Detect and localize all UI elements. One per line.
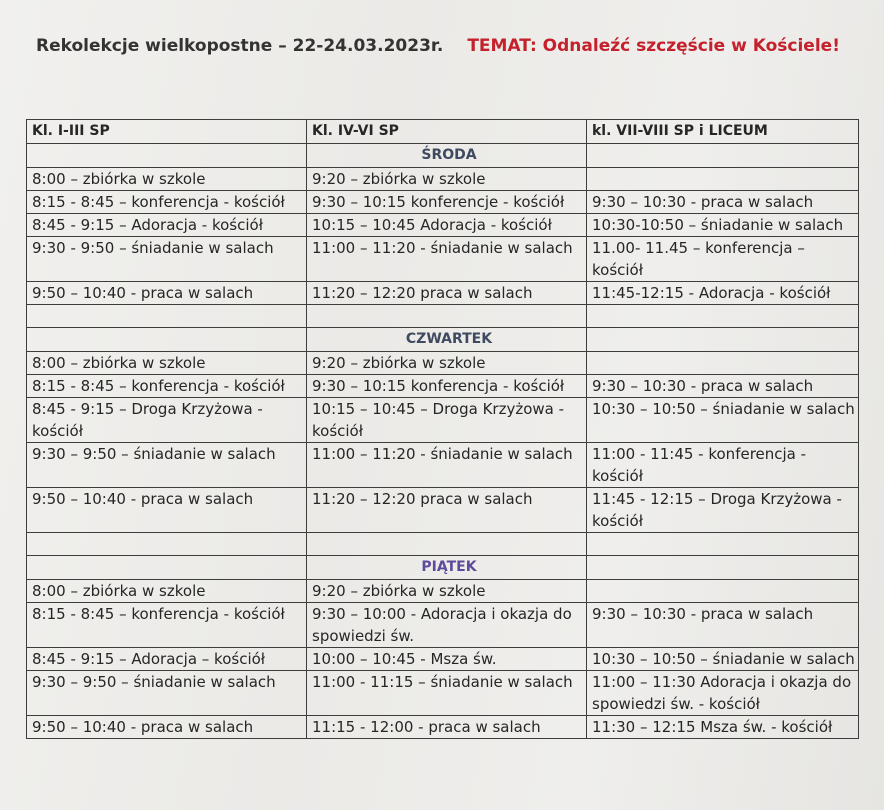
table-cell: 10:30 – 10:50 – śniadanie w salach	[587, 398, 859, 443]
table-cell: 11:00 - 11:15 – śniadanie w salach	[307, 671, 587, 716]
column-header-grades-7-8-and-lyceum: kl. VII-VIII SP i LICEUM	[587, 120, 859, 144]
table-cell: 8:00 – zbiórka w szkole	[27, 580, 307, 603]
page-heading	[36, 36, 840, 56]
table-cell: 11:20 – 12:20 praca w salach	[307, 282, 587, 305]
table-cell: 11:15 - 12:00 - praca w salach	[307, 716, 587, 739]
table-cell: 9:30 – 10:30 - praca w salach	[587, 603, 859, 648]
spacer-row	[27, 533, 859, 556]
table-row	[27, 648, 859, 671]
empty-cell	[587, 328, 859, 352]
table-row	[27, 168, 859, 191]
table-cell: 11:00 – 11:20 - śniadanie w salach	[307, 237, 587, 282]
table-cell: 9:30 – 10:15 konferencje - kościół	[307, 191, 587, 214]
table-cell: 8:45 - 9:15 – Droga Krzyżowa - kościół	[27, 398, 307, 443]
table-cell: 11:00 - 11:45 - konferencja - kościół	[587, 443, 859, 488]
table-cell: 8:45 - 9:15 – Adoracja - kościół	[27, 214, 307, 237]
table-cell: 9:30 – 10:00 - Adoracja i okazja do spowiedzi św.	[307, 603, 587, 648]
table-row	[27, 603, 859, 648]
column-header-row	[27, 120, 859, 144]
column-header-grades-1-3: Kl. I-III SP	[27, 120, 307, 144]
table-cell: 11:20 – 12:20 praca w salach	[307, 488, 587, 533]
table-cell	[587, 352, 859, 375]
table-cell: 9:50 – 10:40 - praca w salach	[27, 716, 307, 739]
table-row	[27, 282, 859, 305]
empty-cell	[587, 556, 859, 580]
table-cell: 9:30 – 9:50 – śniadanie w salach	[27, 443, 307, 488]
empty-cell	[587, 533, 859, 556]
table-row	[27, 214, 859, 237]
table-cell: 8:15 - 8:45 – konferencja - kościół	[27, 375, 307, 398]
table-cell: 11:00 – 11:20 - śniadanie w salach	[307, 443, 587, 488]
table-cell: 9:50 – 10:40 - praca w salach	[27, 282, 307, 305]
empty-cell	[27, 144, 307, 168]
table-row	[27, 237, 859, 282]
empty-cell	[27, 305, 307, 328]
empty-cell	[587, 144, 859, 168]
table-cell: 10:30-10:50 – śniadanie w salach	[587, 214, 859, 237]
table-cell: 10:15 – 10:45 Adoracja - kościół	[307, 214, 587, 237]
table-cell: 11:45 - 12:15 – Droga Krzyżowa - kościół	[587, 488, 859, 533]
table-cell: 9:30 – 10:30 - praca w salach	[587, 375, 859, 398]
empty-cell	[587, 305, 859, 328]
table-row	[27, 398, 859, 443]
day-row-friday	[27, 556, 859, 580]
table-row	[27, 580, 859, 603]
empty-cell	[27, 556, 307, 580]
table-row	[27, 443, 859, 488]
column-header-grades-4-6: Kl. IV-VI SP	[307, 120, 587, 144]
day-name-wednesday: ŚRODA	[307, 144, 587, 168]
table-cell: 8:15 - 8:45 – konferencja - kościół	[27, 191, 307, 214]
table-cell: 10:00 – 10:45 - Msza św.	[307, 648, 587, 671]
retreat-title: Rekolekcje wielkopostne – 22-24.03.2023r.	[36, 36, 444, 56]
empty-cell	[307, 305, 587, 328]
table-cell: 9:50 – 10:40 - praca w salach	[27, 488, 307, 533]
table-cell	[587, 168, 859, 191]
table-cell: 9:30 - 9:50 – śniadanie w salach	[27, 237, 307, 282]
table-cell: 8:15 - 8:45 – konferencja - kościół	[27, 603, 307, 648]
table-cell: 10:30 – 10:50 – śniadanie w salach	[587, 648, 859, 671]
empty-cell	[307, 533, 587, 556]
day-name-friday: PIĄTEK	[307, 556, 587, 580]
day-row-thursday	[27, 328, 859, 352]
table-row	[27, 352, 859, 375]
table-row	[27, 671, 859, 716]
empty-cell	[27, 533, 307, 556]
retreat-theme: TEMAT: Odnaleźć szczęście w Kościele!	[467, 36, 840, 56]
table-cell: 8:45 - 9:15 – Adoracja – kościół	[27, 648, 307, 671]
table-row	[27, 716, 859, 739]
table-cell: 9:30 – 9:50 – śniadanie w salach	[27, 671, 307, 716]
day-name-thursday: CZWARTEK	[307, 328, 587, 352]
empty-cell	[27, 328, 307, 352]
table-cell: 8:00 – zbiórka w szkole	[27, 352, 307, 375]
table-cell: 9:30 – 10:30 - praca w salach	[587, 191, 859, 214]
table-cell: 9:20 – zbiórka w szkole	[307, 580, 587, 603]
table-cell: 11:00 – 11:30 Adoracja i okazja do spowiedzi św. - kościół	[587, 671, 859, 716]
table-cell: 11:30 – 12:15 Msza św. - kościół	[587, 716, 859, 739]
table-cell: 8:00 – zbiórka w szkole	[27, 168, 307, 191]
table-cell: 9:30 – 10:15 konferencja - kościół	[307, 375, 587, 398]
table-cell: 11:45-12:15 - Adoracja - kościół	[587, 282, 859, 305]
table-cell	[587, 580, 859, 603]
table-cell: 10:15 – 10:45 – Droga Krzyżowa - kościół	[307, 398, 587, 443]
table-cell: 9:20 – zbiórka w szkole	[307, 168, 587, 191]
schedule-table	[26, 119, 859, 739]
table-row	[27, 191, 859, 214]
table-cell: 9:20 – zbiórka w szkole	[307, 352, 587, 375]
table-row	[27, 375, 859, 398]
table-row	[27, 488, 859, 533]
day-row-wednesday	[27, 144, 859, 168]
table-cell: 11.00- 11.45 – konferencja – kościół	[587, 237, 859, 282]
spacer-row	[27, 305, 859, 328]
